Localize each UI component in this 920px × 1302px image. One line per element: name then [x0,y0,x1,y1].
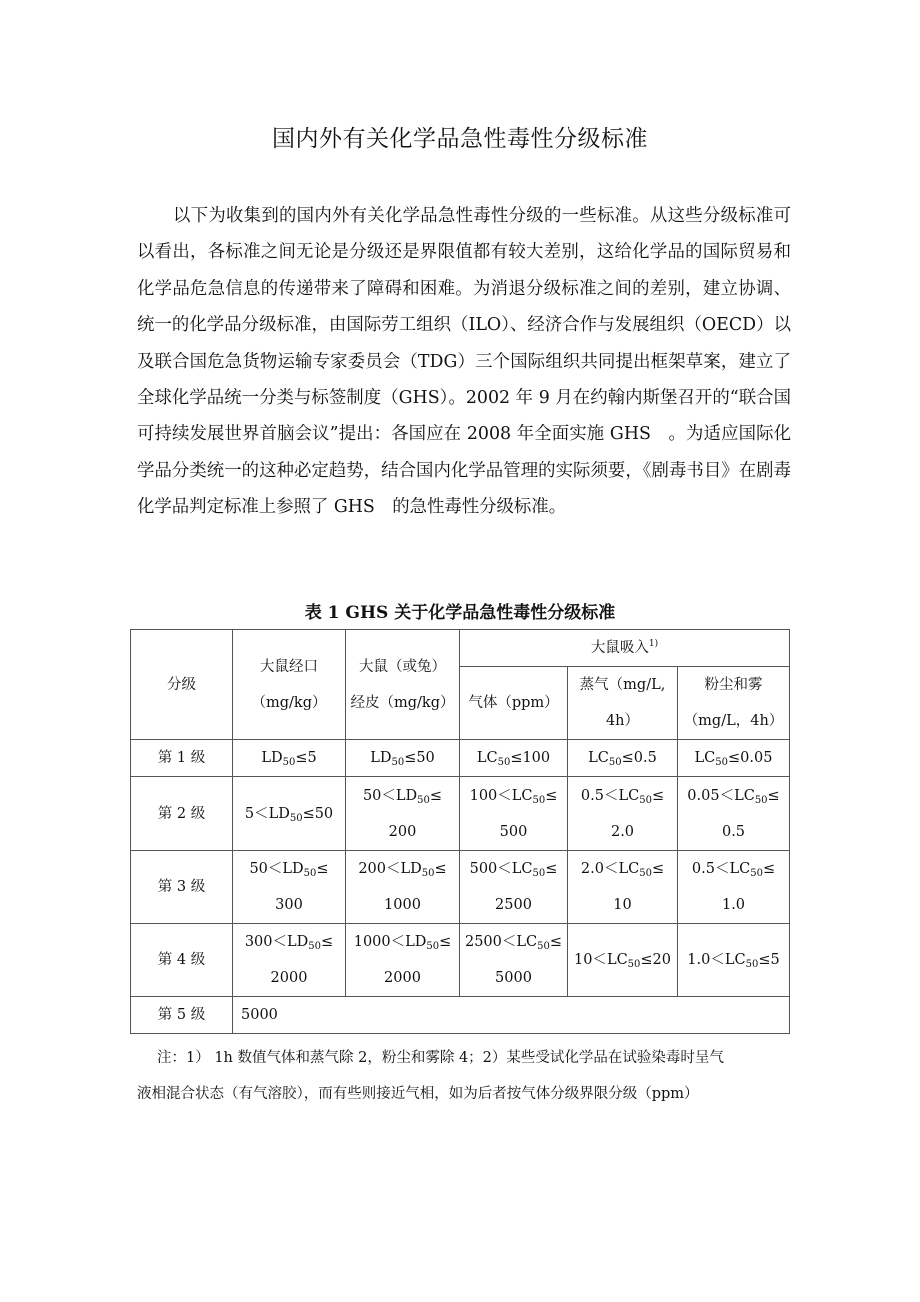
table-row [131,924,790,997]
table-row [131,851,790,924]
dermal-cell: $LD_{50}\le 50$ [346,740,460,777]
dust-cell: $LC_{50}\le 0.05$ [678,740,790,777]
header-vapor: 蒸气（mg/L, 4h） [568,667,678,740]
header-grade: 分级 [131,630,233,740]
dermal-cell: $50<LD_{50}\le$ 200 [346,777,460,851]
grade-cell: 第 2 级 [131,777,233,851]
header-gas: 气体（ppm） [460,667,568,740]
header-inhalation: 大鼠吸入$^{1)}$ [460,630,790,667]
intro-text: 以下为收集到的国内外有关化学品急性毒性分级的一些标准。从这些分级标准可以看出，各标准之间无论是分级还是界限值都有较大差别，这给化学品的国际贸易和化学品危急信息的传递带来了障碍和困难。为消退分级标准之间的差别，建立协调、统一的化学品分级标准，由国际劳工组织（ILO）、经济合作与发展组织（OECD）以及联合国危急货物运输专家委员会（TDG）三个国际组织共同提出框架草案，建立了全球化学品统一分类与标签制度（GHS）。2002 年 9 月在约翰内斯堡召开的“联合国可持续发展世界首脑会议”提出：各国应在 2008 年全面实施 GHS 。为适应国际化学品分类统一的这种必定趋势，结合国内化学品管理的实际须要，《剧毒书目》在剧毒化学品判定标准上参照了 GHS 的急性毒性分级标准。 [137,206,791,518]
grade-cell: 第 1 级 [131,740,233,777]
header-row [131,630,790,667]
vapor-cell: $2.0<LC_{50}\le$ 10 [568,851,678,924]
note-line-1: 注：1） 1h 数值气体和蒸气除 2，粉尘和雾除 4；2）某些受试化学品在试验染毒时呈气 [157,1050,724,1066]
table-caption: 表 1 GHS 关于化学品急性毒性分级标准 [304,603,616,623]
table-row [131,777,790,851]
table-row [131,997,790,1034]
header-dust: 粉尘和雾 （mg/L，4h） [678,667,790,740]
grade-cell: 第 3 级 [131,851,233,924]
table-row [131,740,790,777]
oral-cell: $LD_{50}\le 5$ [233,740,346,777]
table-note [137,1040,791,1112]
document-title: 国内外有关化学品急性毒性分级标准 [272,126,648,152]
gas-cell: $100<LC_{50}\le$ 500 [460,777,568,851]
gas-cell: $2500<LC_{50}\le$ 5000 [460,924,568,997]
oral-cell: $5<LD_{50}\le 50$ [233,777,346,851]
vapor-cell: $10<LC_{50}\le 20$ [568,924,678,997]
dermal-cell: $200<LD_{50}\le$ 1000 [346,851,460,924]
dust-cell: $0.05<LC_{50}\le$ 0.5 [678,777,790,851]
value-cell: 5000 [233,997,790,1034]
intro-paragraph [137,198,791,526]
dermal-cell: $1000<LD_{50}\le$ 2000 [346,924,460,997]
gas-cell: $LC_{50}\le 100$ [460,740,568,777]
dust-cell: $0.5<LC_{50}\le$ 1.0 [678,851,790,924]
header-dermal: 大鼠（或兔） 经皮（mg/kg） [346,630,460,740]
oral-cell: $300<LD_{50}\le$ 2000 [233,924,346,997]
note-line-2: 液相混合状态（有气溶胶），而有些则接近气相，如为后者按气体分级界限分级（ppm） [137,1086,699,1102]
dust-cell: $1.0<LC_{50}\le 5$ [678,924,790,997]
header-oral: 大鼠经口 （mg/kg） [233,630,346,740]
gas-cell: $500<LC_{50}\le$ 2500 [460,851,568,924]
oral-cell: $50<LD_{50}\le$ 300 [233,851,346,924]
grade-cell: 第 4 级 [131,924,233,997]
vapor-cell: $0.5<LC_{50}\le$ 2.0 [568,777,678,851]
grade-cell: 第 5 级 [131,997,233,1034]
vapor-cell: $LC_{50}\le 0.5$ [568,740,678,777]
toxicity-table [130,629,790,1034]
